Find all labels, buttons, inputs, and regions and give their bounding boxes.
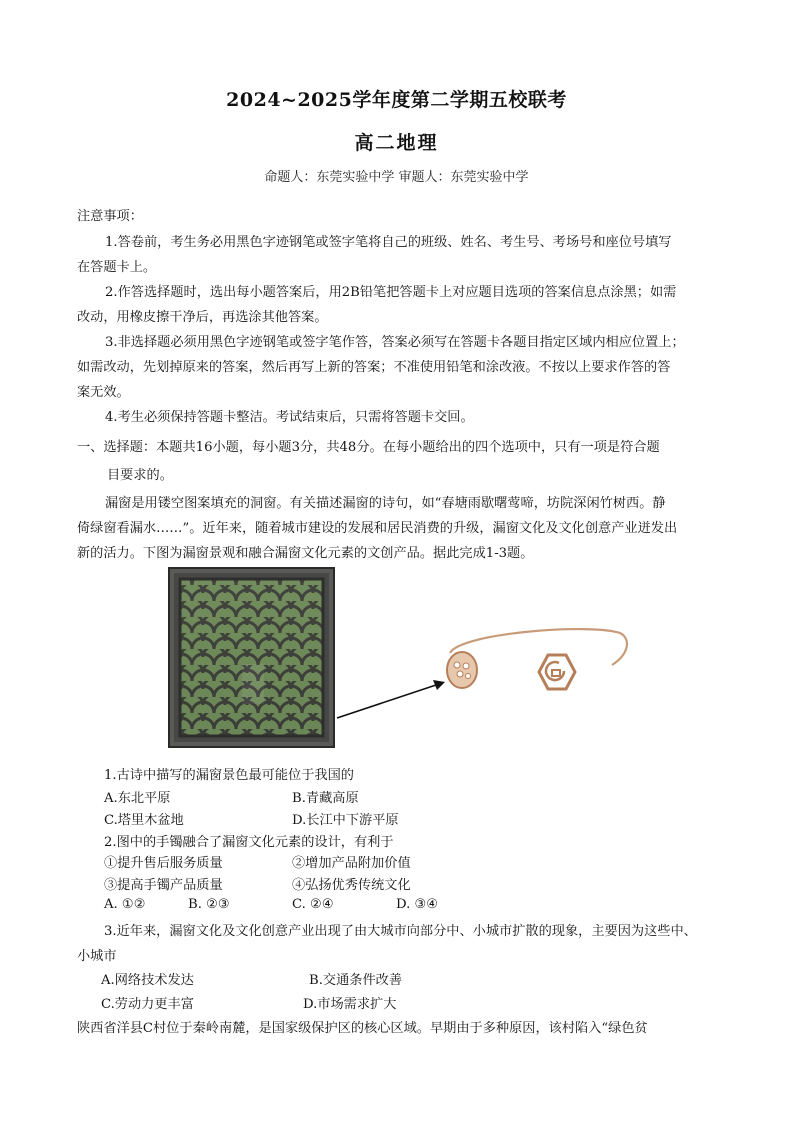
q3-option-a: A.网络技术发达 (101, 973, 194, 988)
lattice-window-illustration (170, 569, 333, 746)
note-3-line-b: 如需改动，先划掉原来的答案，然后再写上新的答案；不准使用铅笔和涂改液。不按以上要求作答的答 (77, 360, 671, 375)
q3-stem-b: 小城市 (77, 949, 117, 964)
exam-title: 2024~2025学年度第二学期五校联考 (226, 89, 567, 111)
q2-item-2: ②增加产品附加价值 (292, 856, 411, 871)
bracelet-illustration (420, 615, 635, 715)
note-1-line-b: 在答题卡上。 (77, 260, 157, 275)
q1-option-b: B.青藏高原 (292, 791, 359, 806)
lattice-window-photo (168, 567, 335, 748)
notes-heading: 注意事项： (77, 209, 143, 224)
passage-1-line-a: 漏窗是用镂空图案填充的洞窗。有关描述漏窗的诗句，如“春塘雨歇曙莺啼，坊院深闲竹树西。静 (105, 496, 666, 511)
q1-stem: 1.古诗中描写的漏窗景色最可能位于我国的 (104, 768, 354, 783)
q1-option-a: A.东北平原 (104, 791, 171, 806)
note-3-line-c: 案无效。 (77, 385, 130, 400)
passage-1-line-b: 倚绿窗看漏水……”。近年来，随着城市建设的发展和居民消费的升级，漏窗文化及文化创意产业迸发出 (77, 521, 678, 536)
q1-option-c: C.塔里木盆地 (104, 813, 184, 828)
q2-stem: 2.图中的手镯融合了漏窗文化元素的设计，有利于 (104, 835, 394, 850)
q2-option-a: A. ①② (104, 897, 146, 912)
q3-option-d: D.市场需求扩大 (303, 997, 397, 1012)
note-2-line-a: 2.作答选择题时，选出每小题答案后，用2B铅笔把答题卡上对应题目选项的答案信息点涂黑；如需 (105, 285, 677, 300)
q2-option-d: D. ③④ (396, 897, 439, 912)
q3-stem-a: 3.近年来，漏窗文化及文化创意产业出现了由大城市向部分中、小城市扩散的现象，主要因为这些中、 (104, 924, 697, 939)
subject-title: 高二地理 (354, 132, 439, 154)
q3-option-c: C.劳动力更丰富 (101, 997, 194, 1012)
q2-item-3: ③提高手镯产品质量 (104, 878, 223, 893)
q2-item-1: ①提升售后服务质量 (104, 856, 223, 871)
q3-option-b: B.交通条件改善 (309, 973, 403, 988)
q2-option-c: C. ②④ (292, 897, 334, 912)
note-4: 4.考生必须保持答题卡整洁。考试结束后，只需将答题卡交回。 (105, 410, 474, 425)
passage-1-line-c: 新的活力。下图为漏窗景观和融合漏窗文化元素的文创产品。据此完成1-3题。 (77, 546, 534, 561)
q1-option-d: D.长江中下游平原 (292, 813, 399, 828)
note-2-line-b: 改动，用橡皮擦干净后，再选涂其他答案。 (77, 310, 328, 325)
section-1-heading-b: 目要求的。 (107, 468, 173, 483)
passage-2-line-a: 陕西省洋县C村位于秦岭南麓，是国家级保护区的核心区域。早期由于多种原因，该村陷入“绿色贫 (77, 1021, 648, 1036)
authors-line: 命题人：东莞实验中学 审题人：东莞实验中学 (264, 170, 529, 185)
q2-option-b: B. ②③ (188, 897, 230, 912)
section-1-heading-a: 一、选择题：本题共16小题，每小题3分，共48分。在每小题给出的四个选项中，只有一项是符合题 (77, 440, 660, 455)
note-3-line-a: 3.非选择题必须用黑色字迹钢笔或签字笔作答，答案必须写在答题卡各题目指定区域内相应位置上； (105, 335, 685, 350)
note-1-line-a: 1.答卷前，考生务必用黑色字迹钢笔或签字笔将自己的班级、姓名、考生号、考场号和座位号填写 (105, 235, 672, 250)
q2-item-4: ④弘扬优秀传统文化 (292, 878, 411, 893)
